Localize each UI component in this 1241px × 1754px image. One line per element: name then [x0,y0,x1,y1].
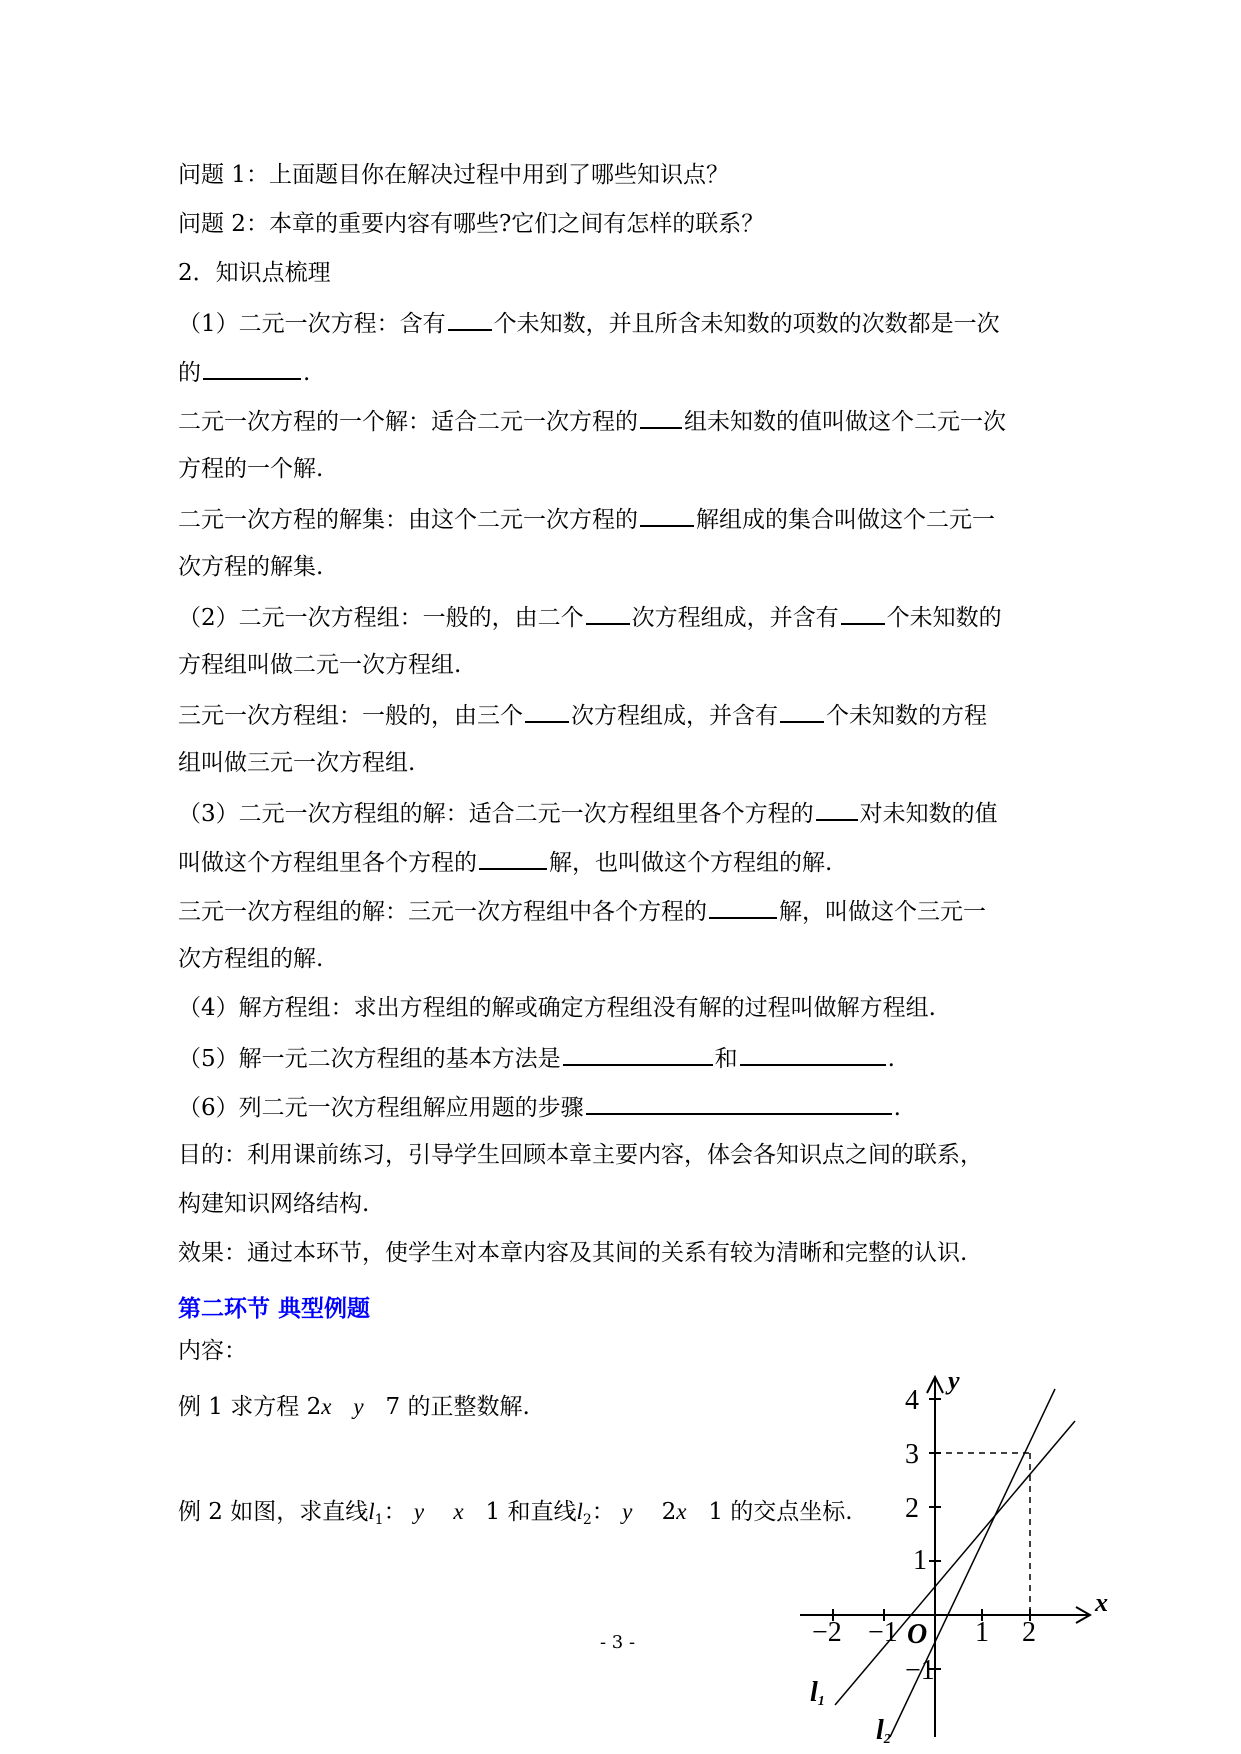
text: 解，叫做这个三元一 [779,899,986,925]
l2-letter: l [876,1715,884,1745]
item-2-line-b: 方程组叫做二元一次方程组. [178,652,462,678]
text: 对未知数的值 [859,801,998,827]
line-l1 [835,1421,1075,1705]
text: 个未知数的 [886,605,1002,631]
question-1: 问题 1：上面题目你在解决过程中用到了哪些知识点？ [178,162,729,188]
l1-label [810,1677,825,1709]
fill-blank[interactable] [740,1042,886,1066]
l1-letter: l [810,1677,818,1708]
item-2-line-a [178,601,1002,633]
item-5 [178,1042,895,1074]
math-var: y [622,1499,633,1524]
y-tick-label: 1 [913,1545,927,1576]
x-tick-label: −1 [868,1617,898,1648]
aim-line-b: 构建知识网络结构. [178,1191,370,1217]
item-3-line-a [178,797,998,829]
ternary-solution-line-a [178,895,986,927]
question-2: 问题 2：本章的重要内容有哪些?它们之间有怎样的联系？ [178,211,765,237]
origin-label: O [907,1619,928,1650]
y-axis-label: y [948,1366,960,1395]
text: 三元一次方程组的解：三元一次方程组中各个方程的 [178,899,707,925]
x-tick-label: −2 [812,1617,842,1648]
item-6 [178,1091,901,1123]
text: （5）解一元二次方程组的基本方法是 [178,1046,561,1072]
example-1 [178,1392,530,1422]
text: 例 1 求方程 2 [178,1394,322,1420]
fill-blank[interactable] [479,846,547,870]
item-1-line-a [178,307,1000,339]
text: 次方程组成，并含有 [571,703,778,729]
math-var: x [321,1394,332,1419]
text: （2）二元一次方程组：一般的，由二个 [178,605,584,631]
text: 次方程组成，并含有 [631,605,839,631]
text: 二元一次方程的解集：由这个二元一次方程的 [178,507,638,533]
text: 例 2 如图，求直线 [178,1499,369,1525]
item-3-line-b [178,846,832,878]
content-label: 内容： [178,1338,247,1364]
fill-blank[interactable] [448,307,492,331]
aim-line-a: 目的：利用课前练习，引导学生回顾本章主要内容，体会各知识点之间的联系， [178,1142,983,1168]
y-tick-label: 2 [905,1493,919,1524]
text: 组未知数的值叫做这个二元一次 [684,409,1006,435]
text: 叫做这个方程组里各个方程的 [178,850,477,876]
subscript: 2 [582,1512,592,1528]
text: （6）列二元一次方程组解应用题的步骤 [178,1095,584,1121]
x-tick-label: 2 [1022,1617,1036,1648]
text: 的 [178,360,201,386]
text: . [303,360,311,386]
text: 和 [714,1046,738,1072]
math-var: x [453,1499,464,1524]
math-var: y [413,1499,425,1524]
ternary-solution-line-b: 次方程组的解. [178,946,324,972]
l1-subscript: 1 [817,1694,825,1709]
example-2 [178,1497,853,1535]
math-var: x [676,1499,687,1524]
solution-line-b: 方程的一个解. [178,456,324,482]
fill-blank[interactable] [816,797,858,821]
fill-blank[interactable] [203,356,301,380]
text: . [887,1046,895,1072]
fill-blank[interactable] [640,503,694,527]
x-axis-label: x [1095,1588,1108,1617]
fill-blank[interactable] [586,1091,892,1115]
text: 解，也叫做这个方程组的解. [549,850,833,876]
y-tick-label: 3 [905,1439,919,1470]
item-4: （4）解方程组：求出方程组的解或确定方程组没有解的过程叫做解方程组. [178,995,936,1021]
text: 个未知数的方程 [826,703,987,729]
y-tick-label: 4 [905,1385,919,1416]
solution-set-line-b: 次方程的解集. [178,554,324,580]
fill-blank[interactable] [709,895,777,919]
text: 个未知数，并且所含未知数的项数的次数都是一次 [493,311,1000,337]
subscript: 1 [374,1512,384,1528]
ternary-line-a [178,699,987,731]
section-heading: 第二环节 典型例题 [178,1296,371,1322]
fill-blank[interactable] [563,1042,713,1066]
text: 解组成的集合叫做这个二元一 [696,507,995,533]
text: （3）二元一次方程组的解：适合二元一次方程组里各个方程的 [178,801,814,827]
coordinate-graph [790,1365,1110,1745]
fill-blank[interactable] [640,405,682,429]
l2-subscript: 2 [883,1732,891,1745]
ternary-line-b: 组叫做三元一次方程组. [178,750,416,776]
text: 7 的正整数解. [385,1394,530,1420]
item-1-line-b [178,356,310,388]
text: 二元一次方程的一个解：适合二元一次方程的 [178,409,638,435]
text: （1）二元一次方程：含有 [178,311,446,337]
solution-line-a [178,405,1006,437]
fill-blank[interactable] [841,601,885,625]
text: 三元一次方程组：一般的，由三个 [178,703,523,729]
fill-blank[interactable] [586,601,630,625]
text: 2 [661,1499,677,1525]
math-var: l [368,1499,375,1524]
text: . [893,1095,901,1121]
fill-blank[interactable] [780,699,824,723]
text: ： [591,1499,615,1525]
text: 1 和直线 [485,1499,577,1525]
y-tick-label: −1 [905,1655,935,1686]
fill-blank[interactable] [525,699,569,723]
text: ： [383,1499,407,1525]
text: 1 的交点坐标. [708,1499,853,1525]
math-var: y [353,1394,364,1419]
solution-set-line-a [178,503,995,535]
x-tick-label: 1 [975,1617,989,1648]
section-knowledge: 2．知识点梳理 [178,260,331,286]
l2-label [876,1715,891,1745]
math-var: l [576,1499,583,1524]
effect-line: 效果：通过本环节，使学生对本章内容及其间的关系有较为清晰和完整的认识. [178,1240,968,1266]
page-number: - 3 - [600,1632,636,1653]
